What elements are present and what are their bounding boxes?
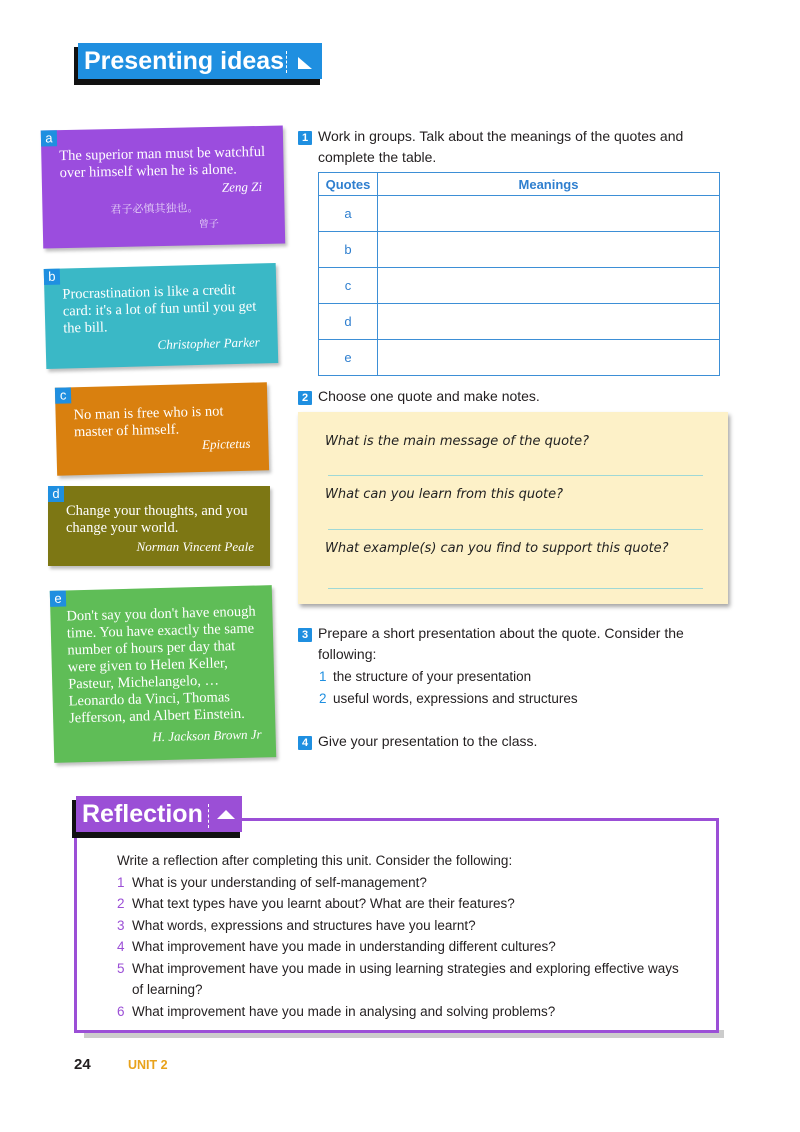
table-cell-quote: d [319,304,378,340]
quote-text: Procrastination is like a credit card: it's a lot of fun until you get the bill. [62,282,257,337]
table-row [319,196,720,232]
triangle-up-icon [216,808,236,820]
table-header-quotes: Quotes [319,173,378,196]
table-cell-meaning[interactable] [378,340,720,376]
quote-label: a [41,130,57,146]
quote-label: b [44,269,60,285]
quote-chinese-author: 曾子 [198,218,219,231]
table-row [319,340,720,376]
note-question: What can you learn from this quote? [325,487,564,502]
table-cell-quote: e [319,340,378,376]
note-answer-line[interactable] [328,529,703,530]
table-cell-meaning[interactable] [378,268,720,304]
quote-chinese: 君子必慎其独也。 [110,201,199,217]
quote-author: Epictetus [201,435,251,452]
quote-text: Don't say you don't have enough time. You have exactly the same number of hours per day that were given to Helen Keller, Pasteur, Michelangelo, … Leonardo da Vinci, Thomas Jefferson, and Albert Einstein. [66,603,256,727]
page-title: Presenting ideas [84,47,285,75]
task-1-line1: Work in groups. Talk about the meanings of the quotes and [318,128,684,144]
reflection-intro: Write a reflection after completing this unit. Consider the following: [117,853,513,868]
task-3-item: 1 the structure of your presentation [319,669,532,684]
reflection-title: Reflection [82,800,203,828]
table-header-meanings: Meanings [378,173,720,196]
quote-card-d [48,486,270,566]
reflection-item: 1 What is your understanding of self-management? [117,875,427,890]
quote-card-e [50,585,276,763]
page-number: 24 [74,1056,91,1073]
quote-card-b [44,263,279,369]
quote-text: The superior man must be watchful over himself when he is alone. [59,143,266,182]
reflection-item: 3 What words, expressions and structures have you learnt? [117,918,476,933]
reflection-item: of learning? [132,982,203,997]
task-4-text: Give your presentation to the class. [318,733,538,749]
table-cell-quote: b [319,232,378,268]
quote-author: Norman Vincent Peale [136,539,254,554]
quote-text: No man is free who is not master of himself. [73,403,224,441]
quote-label: c [55,387,71,403]
quote-card-c [55,382,269,476]
quote-label: e [50,591,66,607]
section-header-presenting-ideas [74,43,320,81]
reflection-item: 5 What improvement have you made in using learning strategies and exploring effective ways [117,961,679,976]
quote-author: H. Jackson Brown Jr [152,726,262,745]
note-answer-line[interactable] [328,475,703,476]
reflection-item: 6 What improvement have you made in analysing and solving problems? [117,1004,556,1019]
note-question: What is the main message of the quote? [325,434,590,449]
task-3-line1: Prepare a short presentation about the quote. Consider the [318,625,684,641]
quote-label: d [48,486,64,502]
reflection-item: 4 What improvement have you made in understanding different cultures? [117,939,556,954]
table-row [319,304,720,340]
task-number: 1 [298,131,312,145]
quote-card-a [41,125,285,248]
task-number: 4 [298,736,312,750]
table-cell-meaning[interactable] [378,304,720,340]
table-cell-meaning[interactable] [378,232,720,268]
table-cell-quote: a [319,196,378,232]
task-number: 2 [298,391,312,405]
quote-author: Zeng Zi [221,178,263,195]
quote-author: Christopher Parker [157,334,260,353]
note-answer-line[interactable] [328,588,703,589]
table-row [319,268,720,304]
table-row [319,232,720,268]
triangle-icon [296,55,314,71]
task-3-line2: following: [318,646,377,662]
reflection-item: 2 What text types have you learnt about? What are their features? [117,896,515,911]
task-1-line2: complete the table. [318,149,437,165]
task-3-item: 2 useful words, expressions and structures [319,691,578,706]
quote-text: Change your thoughts, and you change your world. [66,503,248,536]
table-header-row [319,173,720,196]
meanings-table [318,172,720,376]
table-cell-meaning[interactable] [378,196,720,232]
task-2-text: Choose one quote and make notes. [318,388,540,404]
table-cell-quote: c [319,268,378,304]
notes-card [298,412,728,604]
note-question: What example(s) can you find to support this quote? [325,541,669,556]
unit-label: UNIT 2 [128,1058,168,1072]
section-header-reflection [72,796,242,834]
task-number: 3 [298,628,312,642]
